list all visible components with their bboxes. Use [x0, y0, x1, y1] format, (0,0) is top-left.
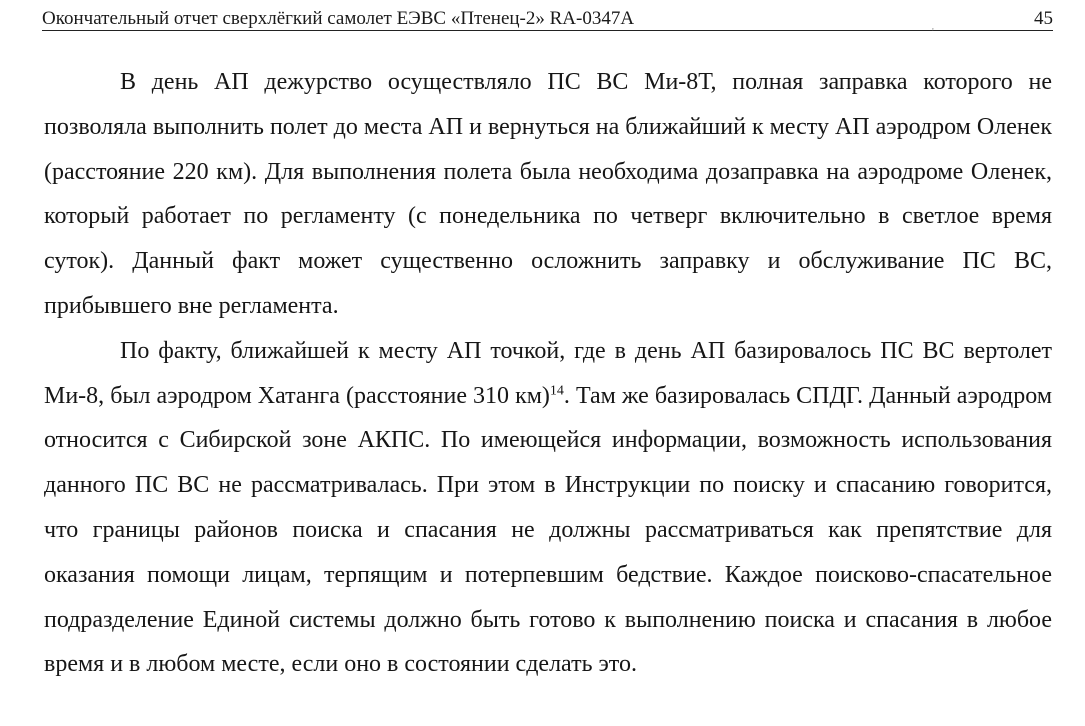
running-header: [42, 6, 1053, 38]
paragraph-2: [44, 329, 1052, 687]
header-mark: ': [932, 27, 934, 38]
paragraph-2-text-end: . Там же базировалась СПДГ. Данный аэродром относится с Сибирской зоне АКПС. По имеющейся информации, возможность использования данного ПС ВС не рассматривалась. При этом в Инструкции по поиску и спасанию говорится, что границы районов поиска и спасания не должны рассматриваться как препятствие для оказания помощи лицам, терпящим и потерпевшим бедствие. Каждое поисково-спасательное подразделение Единой системы должно быть готово к выполнению поиска и спасания в любое время и в любом месте, если оно в состоянии сделать это.: [44, 382, 1053, 678]
paragraph-1: В день АП дежурство осуществляло ПС ВС Ми-8Т, полная заправка которого не позволяла выполнить полет до места АП и вернуться на ближайший к месту АП аэродром Оленек (расстояние 220 км). Для выполнения полета была необходима дозаправка на аэродроме Оленек, который работает по регламенту (с понедельника по четверг включительно в светлое время суток). Данный факт может существенно осложнить заправку и обслуживание ПС ВС, прибывшего вне регламента.: [44, 69, 1052, 319]
paragraph-2-text-start: По факту, ближайшей к месту АП точкой, где в день АП базировалось ПС ВС вертолет Ми-8, был аэродром Хатанга (расстояние 310 км): [44, 337, 1052, 409]
header-title: Окончательный отчет сверхлёгкий самолет ЕЭВС «Птенец-2» RA-0347А: [42, 8, 635, 29]
footnote-reference[interactable]: 14: [549, 383, 564, 399]
document-body: [44, 60, 1052, 687]
page-number: 45: [1034, 8, 1053, 29]
